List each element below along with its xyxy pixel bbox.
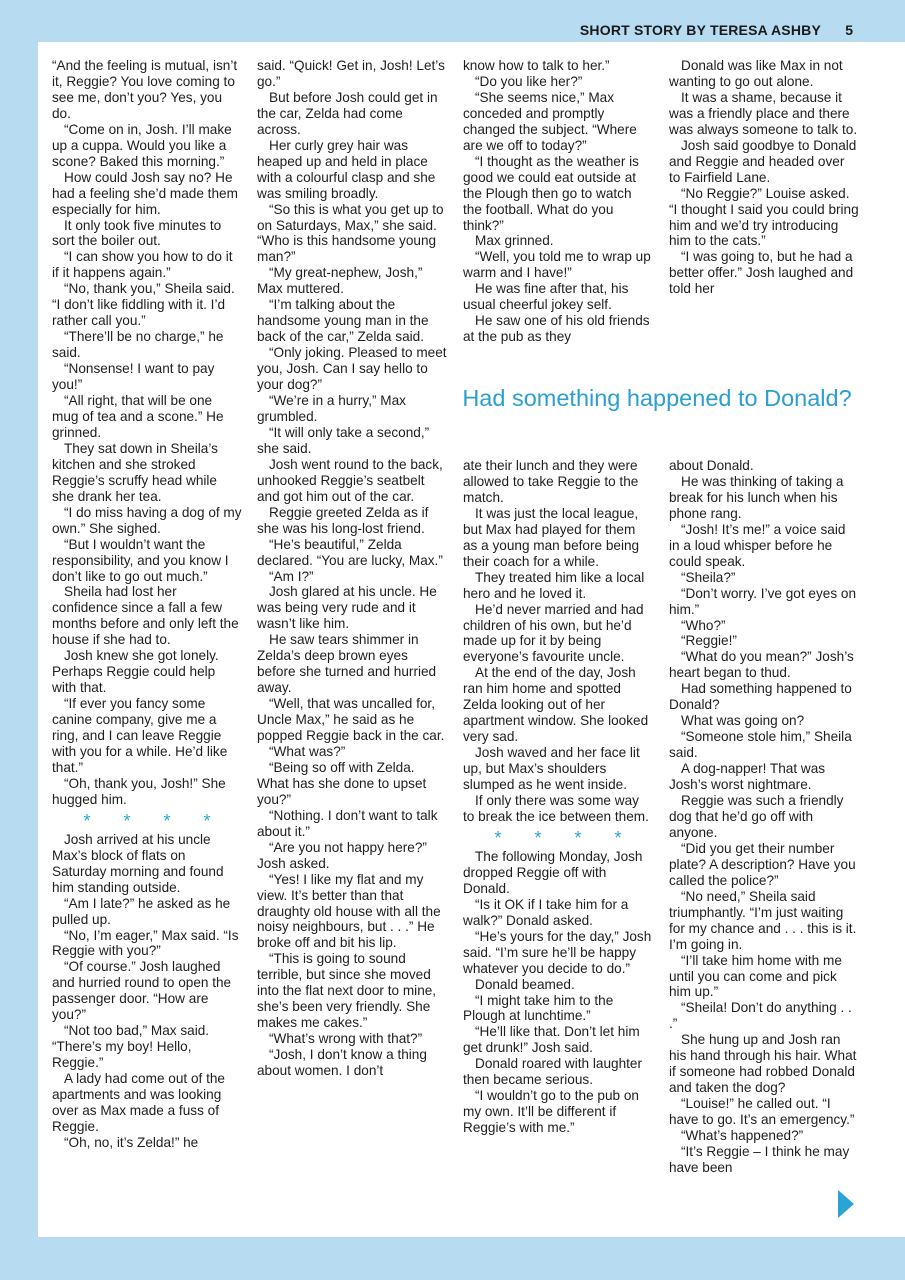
paragraph: “No Reggie?” Louise asked. “I thought I said you could bring him and we’d try introducing him to the cats.”	[669, 185, 859, 249]
paragraph: “What’s happened?”	[681, 1128, 804, 1144]
paragraph: “He’s yours for the day,” Josh said. “I’m sure he’ll be happy whatever you decide to do.”	[463, 928, 652, 976]
paragraph: “Louise!” he called out. “I have to go. It’s an emergency.”	[669, 1096, 855, 1128]
paragraph: “I might take him to the Plough at lunchtime.”	[463, 992, 614, 1024]
continue-arrow-icon[interactable]	[838, 1190, 854, 1218]
paragraph: “We’re in a hurry,” Max grumbled.	[257, 393, 406, 424]
paragraph: “Reggie!”	[681, 633, 737, 649]
paragraph: “Did you get their number plate? A description? Have you called the police?”	[669, 840, 856, 888]
column-3-bottom	[463, 458, 653, 1136]
paragraph: “Am I late?” he asked as he pulled up.	[52, 895, 231, 927]
paragraph: “Nothing. I don’t want to talk about it.”	[257, 807, 438, 839]
paragraph: “Don’t worry. I’ve got eyes on him.”	[669, 585, 857, 617]
paragraph: “No, thank you,” Sheila said. “I don’t like fiddling with it. I’d rather call you.”	[52, 281, 235, 329]
paragraph: “I thought as the weather is good we could eat outside at the Plough then go to watch the football. What do you think?”	[463, 153, 639, 233]
paragraph: But before Josh could get in the car, Zelda had come across.	[257, 89, 438, 137]
paragraph: How could Josh say no? He had a feeling she’d made them especially for him.	[52, 169, 238, 217]
paragraph: “It’s Reggie – I think he may have been	[669, 1143, 850, 1175]
paragraph: “Only joking. Pleased to meet you, Josh. Can I say hello to your dog?”	[257, 345, 447, 393]
paragraph: If only there was some way to break the ice between them.	[463, 793, 649, 824]
paragraph: Donald roared with laughter then became serious.	[463, 1056, 643, 1088]
paragraph: Josh went round to the back, unhooked Reggie’s seatbelt and got him out of the car.	[257, 456, 443, 504]
col1-text	[52, 58, 242, 808]
paragraph: “Someone stole him,” Sheila said.	[669, 729, 852, 761]
paragraph: “This is going to sound terrible, but since she moved into the flat next door to mine, she’s been very friendly. She makes me cakes.”	[257, 951, 437, 1031]
paragraph: “It will only take a second,” she said.	[257, 424, 430, 456]
paragraph: “Of course.” Josh laughed and hurried round to open the passenger door. “How are you?”	[52, 959, 232, 1023]
paragraph: “I do miss having a dog of my own.” She sighed.	[52, 504, 242, 536]
paragraph: know how to talk to her.”	[463, 58, 610, 73]
column-1	[52, 58, 242, 1151]
paragraph: He’d never married and had children of his own, but he’d made up for it by being everyone’s favourite uncle.	[463, 601, 644, 665]
paragraph: “There’ll be no charge,” he said.	[52, 329, 224, 361]
col3-text-lower	[463, 458, 653, 825]
paragraph: “Oh, no, it’s Zelda!” he	[64, 1134, 199, 1150]
paragraph: “Being so off with Zelda. What has she done to upset you?”	[257, 759, 427, 807]
paragraph: “Come on in, Josh. I’ll make up a cuppa. Would you like a scone? Baked this morning.”	[52, 121, 232, 169]
col2-text	[257, 58, 447, 1079]
paragraph: said. “Quick! Get in, Josh! Let’s go.”	[257, 58, 445, 89]
paragraph: “Well, you told me to wrap up warm and I have!”	[463, 249, 651, 281]
paragraph: “Sheila?”	[681, 569, 736, 585]
col1-text-after-break	[52, 832, 242, 1151]
column-3-top	[463, 58, 653, 345]
paragraph: “Is it OK if I take him for a walk?” Donald asked.	[463, 896, 629, 928]
paragraph: “Am I?”	[269, 568, 314, 584]
pull-quote: Had something happened to Donald?	[462, 385, 852, 411]
paragraph: “What’s wrong with that?”	[269, 1031, 423, 1047]
paragraph: They sat down in Sheila’s kitchen and she stroked Reggie’s scruffy head while she drank her tea.	[52, 440, 218, 504]
paragraph: “Nonsense! I want to pay you!”	[52, 361, 215, 393]
paragraph: “But I wouldn’t want the responsibility, and you know I don’t like to go out much.”	[52, 536, 229, 584]
paragraph: “Josh, I don’t know a thing about women. I don’t	[257, 1047, 427, 1079]
paragraph: Donald beamed.	[475, 976, 575, 992]
paragraph: “Oh, thank you, Josh!” She hugged him.	[52, 775, 226, 807]
paragraph: A dog-napper! That was Josh’s worst nightmare.	[669, 761, 826, 793]
paragraph: “I’m talking about the handsome young man in the back of the car,” Zelda said.	[257, 297, 429, 345]
col3-text	[463, 58, 653, 345]
column-4-bottom	[669, 458, 859, 1176]
paragraph: “Josh! It’s me!” a voice said in a loud whisper before he could speak.	[669, 521, 846, 569]
paragraph: “I wouldn’t go to the pub on my own. It’ll be different if Reggie’s with me.”	[463, 1088, 639, 1136]
paragraph: Josh said goodbye to Donald and Reggie and headed over to Fairfield Lane.	[669, 137, 857, 185]
paragraph: “Are you not happy here?” Josh asked.	[257, 839, 427, 871]
paragraph: “Who?”	[681, 617, 726, 633]
col3-text-after-break	[463, 849, 653, 1136]
paragraph: They treated him like a local hero and he loved it.	[463, 569, 645, 601]
paragraph: “He’ll like that. Don’t let him get drunk!” Josh said.	[463, 1024, 640, 1056]
paragraph: Josh waved and her face lit up, but Max’s shoulders slumped as he went inside.	[463, 745, 640, 793]
paragraph: “So this is what you get up to on Saturdays, Max,” she said. “Who is this handsome young man?”	[257, 201, 444, 265]
paragraph: “My great-nephew, Josh,” Max muttered.	[257, 265, 423, 297]
page-number: 5	[845, 22, 853, 38]
paragraph: It only took five minutes to sort the boiler out.	[52, 217, 222, 249]
paragraph: “Yes! I like my flat and my view. It’s better than that draughty old house with all the noisy neighbours, but . . .” He broke off and bit his lip.	[257, 871, 441, 951]
paragraph: “Not too bad,” Max said. “There’s my boy! Hello, Reggie.”	[52, 1023, 210, 1071]
paragraph: about Donald.	[669, 458, 754, 473]
paragraph: “Do you like her?”	[475, 73, 583, 89]
paragraph: He saw tears shimmer in Zelda’s deep brown eyes before she turned and hurried away.	[257, 632, 437, 696]
story-byline: SHORT STORY BY TERESA ASHBY	[579, 22, 821, 38]
column-2	[257, 58, 447, 1079]
paragraph: It was a shame, because it was a friendly place and there was always someone to talk to.	[669, 89, 858, 137]
section-separator-2: * * * *	[494, 827, 636, 848]
paragraph: Donald was like Max in not wanting to go out alone.	[669, 58, 843, 89]
paragraph: Max grinned.	[475, 233, 554, 249]
paragraph: Reggie was such a friendly dog that he’d go off with anyone.	[669, 793, 844, 840]
paragraph: “No need,” Sheila said triumphantly. “I’m just waiting for my chance and . . . this is it. I’m going in.	[669, 888, 857, 952]
paragraph: At the end of the day, Josh ran him home and spotted Zelda looking out of her apartment window. She looked very sad.	[463, 665, 649, 745]
paragraph: Her curly grey hair was heaped up and held in place with a colourful clasp and she was smiling broadly.	[257, 137, 436, 201]
section-separator: * * * *	[83, 810, 225, 831]
paragraph: Josh knew she got lonely. Perhaps Reggie could help with that.	[52, 648, 219, 696]
paragraph: Sheila had lost her confidence since a fall a few months before and only left the house if she had to.	[52, 584, 239, 648]
paragraph: He saw one of his old friends at the pub as they	[463, 313, 650, 345]
col4-text-lower	[669, 458, 859, 1176]
paragraph: “He’s beautiful,” Zelda declared. “You are lucky, Max.”	[257, 536, 443, 568]
paragraph: She hung up and Josh ran his hand through his hair. What if someone had robbed Donald and taken the dog?	[669, 1032, 857, 1096]
paragraph: “All right, that will be one mug of tea and a scone.” He grinned.	[52, 393, 224, 440]
paragraph: Josh glared at his uncle. He was being very rude and it wasn’t like him.	[257, 584, 437, 632]
paragraph: A lady had come out of the apartments and was looking over as Max made a fuss of Reggie.	[52, 1071, 225, 1134]
paragraph: Josh arrived at his uncle Max’s block of flats on Saturday morning and found him standing outside.	[52, 831, 224, 895]
paragraph: Had something happened to Donald?	[669, 681, 852, 713]
paragraph: ate their lunch and they were allowed to take Reggie to the match.	[463, 458, 639, 505]
paragraph: “If ever you fancy some canine company, give me a ring, and I can leave Reggie with you for a while. He’d like that.”	[52, 696, 228, 775]
paragraph: He was fine after that, his usual cheerful jokey self.	[463, 281, 629, 313]
paragraph: “What was?”	[269, 743, 346, 759]
paragraph: Reggie greeted Zelda as if she was his long-lost friend.	[257, 504, 429, 536]
paragraph: “No, I’m eager,” Max said. “Is Reggie with you?”	[52, 927, 239, 959]
paragraph: “I can show you how to do it if it happens again.”	[52, 249, 233, 281]
paragraph: “I was going to, but he had a better offer.” Josh laughed and told her	[669, 249, 854, 297]
paragraph: He was thinking of taking a break for his lunch when his phone rang.	[669, 473, 844, 521]
paragraph: “Sheila! Don’t do anything . . .”	[669, 1000, 852, 1032]
paragraph: It was just the local league, but Max had played for them as a young man before being their coach for a while.	[463, 505, 640, 569]
paragraph: “I’ll take him home with me until you can come and pick him up.”	[669, 952, 842, 1000]
paragraph: What was going on?	[681, 713, 805, 729]
paragraph: “What do you mean?” Josh’s heart began to thud.	[669, 649, 854, 681]
paragraph: The following Monday, Josh dropped Reggie off with Donald.	[463, 848, 643, 896]
column-4-top	[669, 58, 859, 297]
col4-text	[669, 58, 859, 297]
paragraph: “She seems nice,” Max conceded and promptly changed the subject. “Where are we off to today?”	[463, 89, 637, 153]
paragraph: “And the feeling is mutual, isn’t it, Reggie? You love coming to see me, don’t you? Yes, you do.	[52, 58, 238, 121]
paragraph: “Well, that was uncalled for, Uncle Max,” he said as he popped Reggie back in the car.	[257, 696, 445, 744]
